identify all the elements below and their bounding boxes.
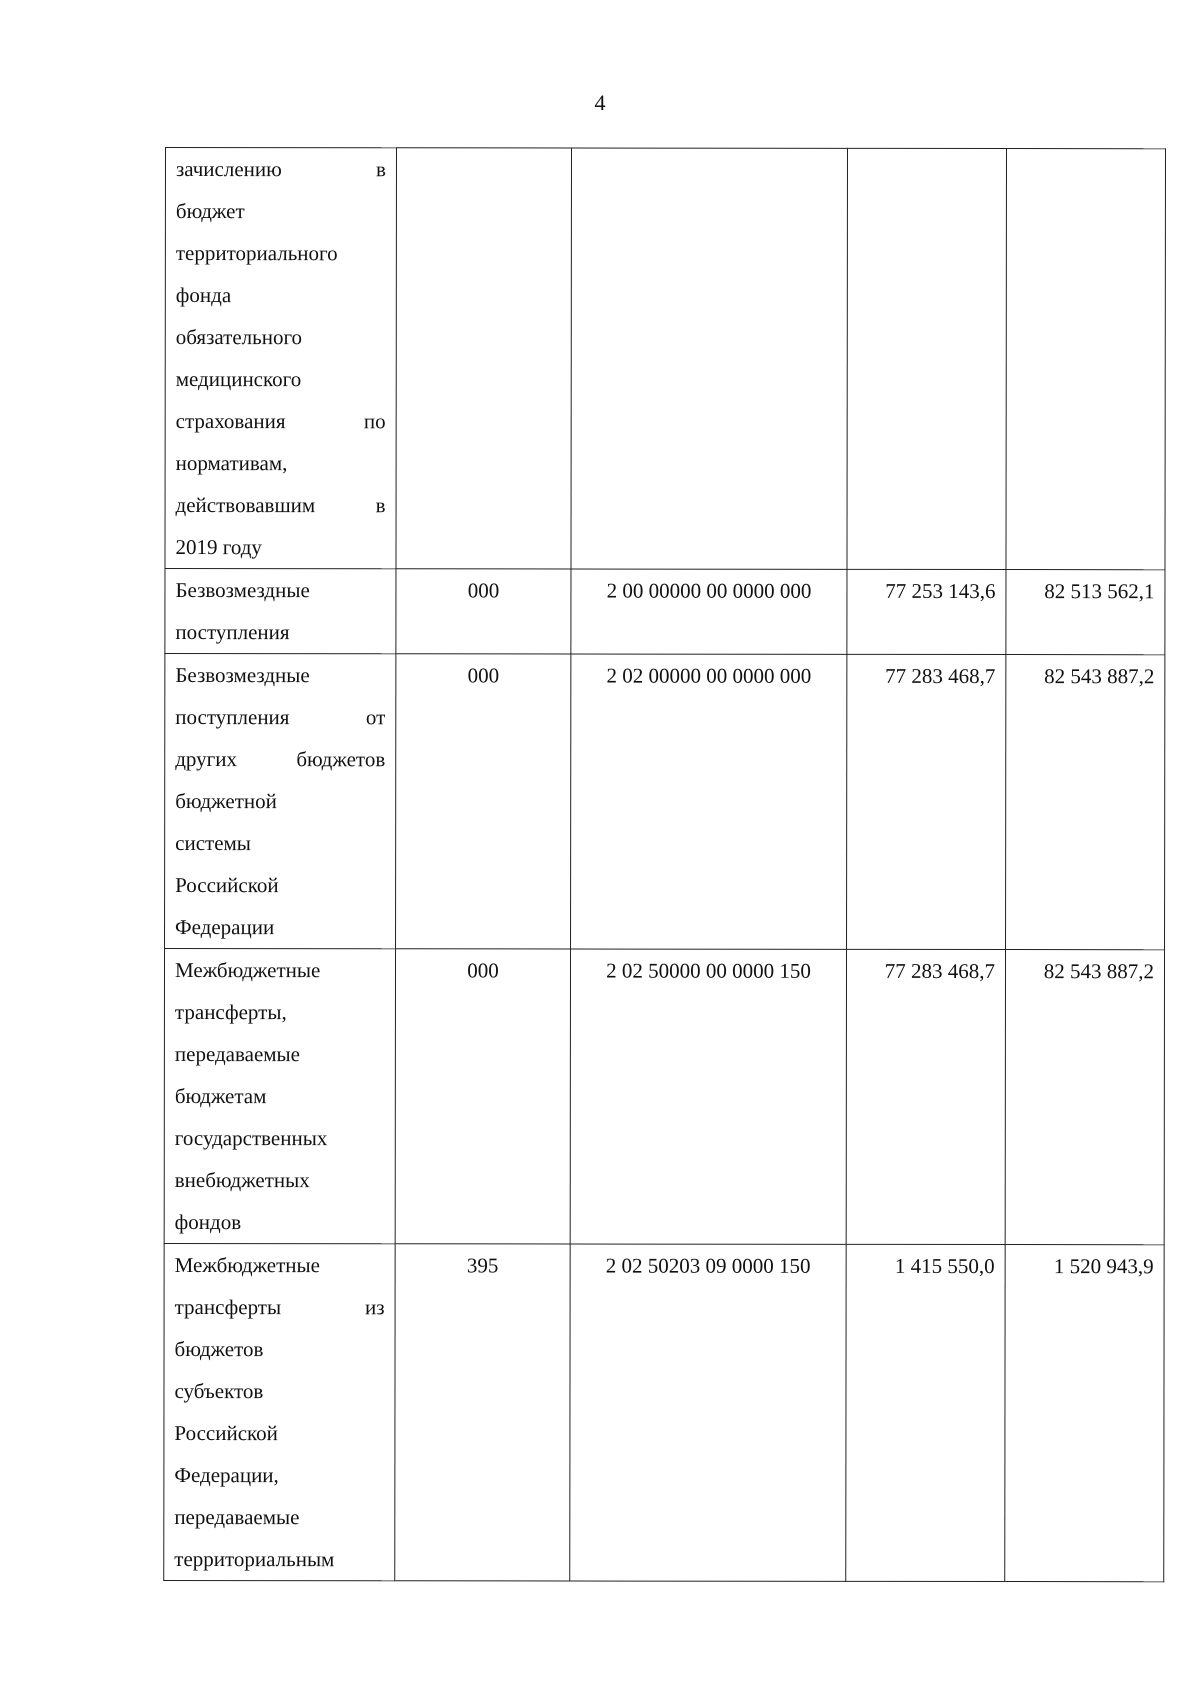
administrator-code-cell	[396, 148, 572, 569]
name-line: системы	[175, 831, 251, 856]
amount-year1-cell: 1 415 550,0	[846, 1244, 1005, 1581]
name-line: территориальным	[174, 1547, 335, 1572]
name-line: передаваемые	[174, 1505, 300, 1530]
table-row	[164, 1243, 1164, 1581]
revenue-name-cell	[165, 148, 397, 569]
amount-year2-cell: 82 543 887,2	[1005, 950, 1164, 1245]
name-word: в	[375, 493, 386, 518]
name-line: фонда	[175, 283, 232, 308]
budget-classification-code-cell	[571, 148, 848, 569]
name-word: зачислению	[175, 157, 282, 182]
name-line: Безвозмездные	[175, 578, 310, 603]
name-word: из	[365, 1295, 385, 1320]
name-line: Федерации	[175, 915, 275, 940]
amount-year2-cell: 82 513 562,1	[1006, 570, 1165, 655]
name-line: нормативам,	[175, 451, 288, 476]
table-row	[164, 949, 1164, 1245]
budget-classification-code-cell: 2 02 50000 00 0000 150	[570, 949, 846, 1244]
administrator-code-cell: 000	[396, 569, 571, 654]
name-line: передаваемые	[174, 1042, 301, 1067]
name-word: от	[365, 705, 386, 730]
name-word: трансферты	[174, 1295, 282, 1320]
amount-year2-cell: 82 543 887,2	[1006, 655, 1165, 950]
name-line: внебюджетных	[174, 1168, 310, 1193]
amount-year1-cell: 77 283 468,7	[847, 654, 1006, 949]
page-number: 4	[594, 90, 606, 115]
name-line: бюджет	[175, 199, 245, 224]
name-line: медицинского	[175, 367, 302, 392]
name-line: бюджетной	[175, 789, 277, 814]
revenue-name-cell	[165, 569, 396, 654]
name-line: фондов	[174, 1210, 242, 1235]
amount-year1-cell	[847, 148, 1007, 569]
name-line	[176, 400, 386, 442]
name-line: Российской	[175, 873, 279, 898]
administrator-code-cell: 000	[395, 949, 570, 1244]
budget-revenue-table	[163, 147, 1166, 1582]
budget-classification-code-cell: 2 00 00000 00 0000 000	[571, 569, 847, 654]
name-word: бюджетов	[296, 747, 386, 772]
name-line: субъектов	[174, 1379, 264, 1404]
revenue-name-cell	[164, 1243, 395, 1580]
table-row	[165, 148, 1166, 570]
name-word: других	[175, 747, 238, 772]
name-line: поступления	[175, 620, 290, 645]
name-line: Федерации,	[174, 1463, 279, 1488]
amount-year2-cell	[1006, 149, 1166, 570]
amount-year1-cell: 77 253 143,6	[847, 569, 1006, 654]
table-row	[165, 654, 1165, 950]
name-word: поступления	[175, 705, 290, 730]
name-line	[175, 738, 385, 780]
name-line: Межбюджетные	[174, 958, 321, 983]
name-word: по	[363, 409, 386, 434]
name-word: в	[376, 157, 386, 182]
name-line: обязательного	[175, 325, 303, 350]
revenue-name-cell	[165, 654, 396, 949]
name-line	[175, 1286, 385, 1328]
amount-year2-cell: 1 520 943,9	[1005, 1245, 1164, 1582]
name-line: территориального	[175, 241, 338, 266]
name-line: бюджетам	[174, 1084, 267, 1109]
name-line: бюджетов	[174, 1337, 264, 1362]
name-line: Российской	[174, 1421, 278, 1446]
revenue-name-cell	[164, 949, 395, 1244]
name-line: Безвозмездные	[175, 663, 310, 688]
name-line	[176, 484, 386, 526]
administrator-code-cell: 000	[396, 654, 571, 949]
name-line: трансферты,	[174, 1000, 287, 1025]
name-line: государственных	[174, 1126, 328, 1151]
name-word: страхования	[175, 409, 286, 434]
table-row	[165, 569, 1165, 655]
budget-classification-code-cell: 2 02 50203 09 0000 150	[570, 1244, 846, 1581]
name-line	[176, 148, 386, 190]
name-line: 2019 году	[175, 535, 262, 560]
budget-classification-code-cell: 2 02 00000 00 0000 000	[571, 654, 847, 949]
administrator-code-cell: 395	[395, 1244, 570, 1581]
amount-year1-cell: 77 283 468,7	[846, 949, 1005, 1244]
name-word: действовавшим	[175, 493, 316, 518]
name-line	[175, 696, 385, 738]
name-line: Межбюджетные	[174, 1253, 320, 1278]
